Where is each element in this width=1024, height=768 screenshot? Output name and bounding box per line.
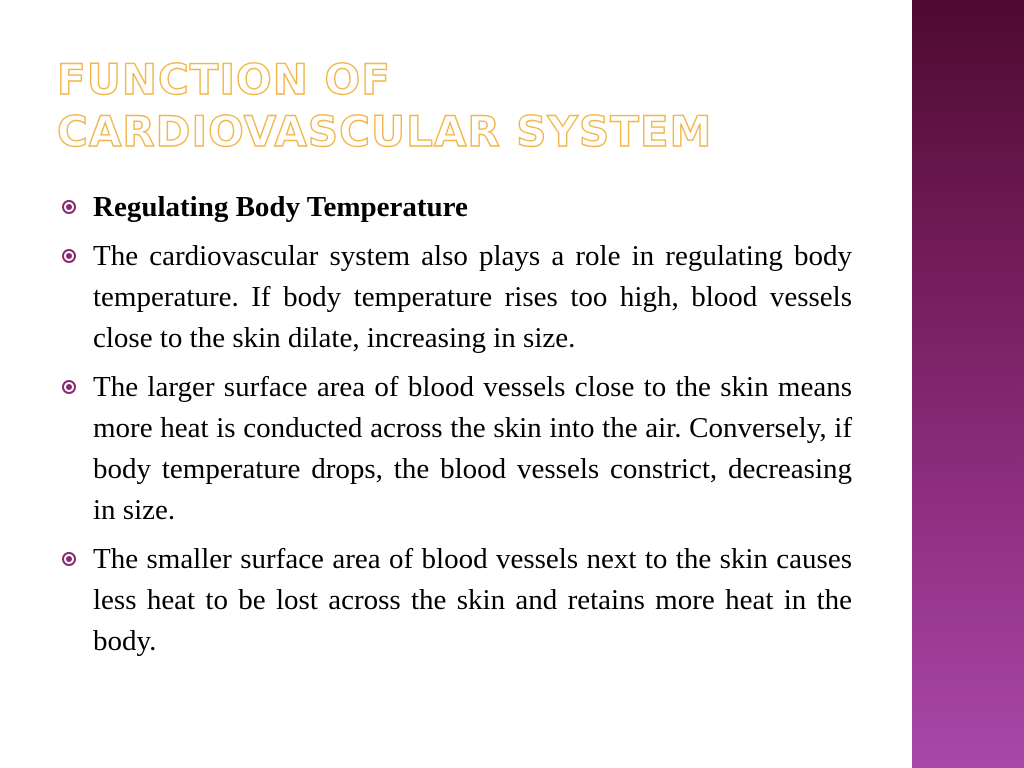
bullet-item xyxy=(60,367,852,531)
radio-bullet-icon xyxy=(62,249,76,263)
bullet-list xyxy=(60,187,852,670)
bullet-item xyxy=(60,539,852,662)
radio-bullet-icon xyxy=(62,200,76,214)
bullet-text: The larger surface area of blood vessels close to the skin means more heat is conducted across the skin into the air. Conversely, if body temperature drops, the blood vessels constrict, decreasing in size. xyxy=(93,371,852,526)
decorative-sidebar xyxy=(912,0,1024,768)
bullet-item-heading xyxy=(60,187,852,228)
bullet-text: Regulating Body Temperature xyxy=(93,191,468,223)
radio-bullet-icon xyxy=(62,552,76,566)
radio-bullet-icon xyxy=(62,380,76,394)
bullet-text: The cardiovascular system also plays a role in regulating body temperature. If body temperature rises too high, blood vessels close to the skin dilate, increasing in size. xyxy=(93,240,852,354)
bullet-item xyxy=(60,236,852,359)
slide-title: FUNCTION OF CARDIOVASCULAR SYSTEM xyxy=(57,55,713,156)
bullet-text: The smaller surface area of blood vessels next to the skin causes less heat to be lost across the skin and retains more heat in the body. xyxy=(93,543,852,657)
